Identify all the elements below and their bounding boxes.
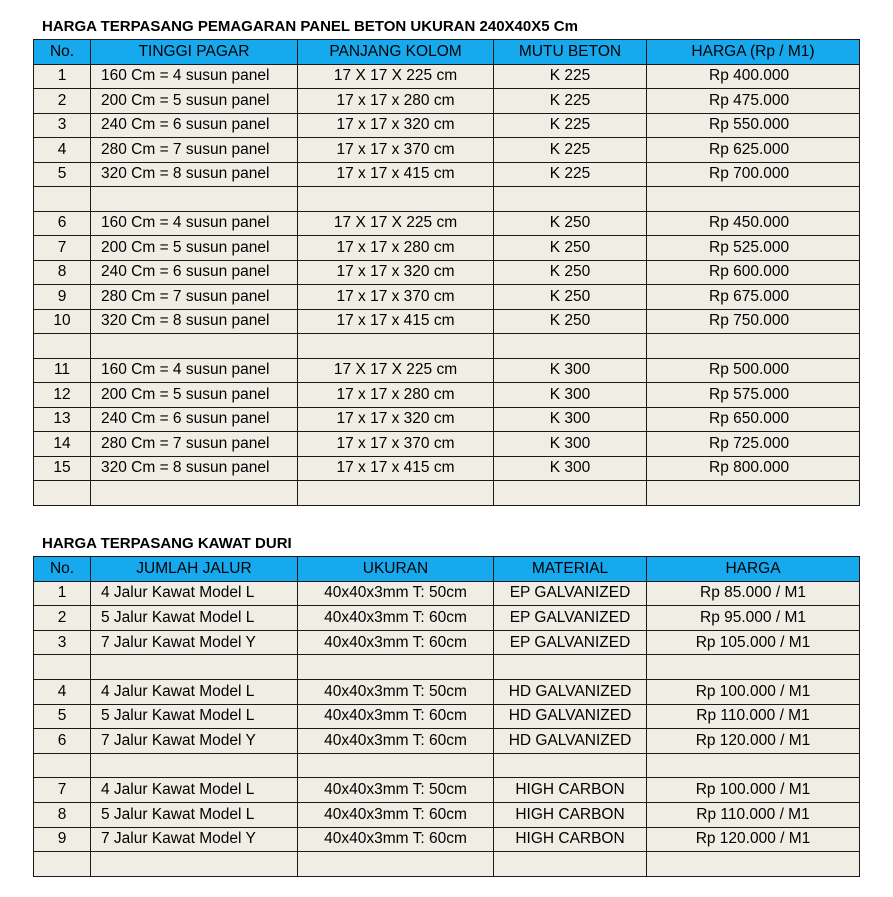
cell-panjang-kolom: 17 x 17 x 280 cm xyxy=(298,236,494,261)
cell-no: 5 xyxy=(34,704,91,729)
kawat-price-table xyxy=(33,556,860,877)
cell-ukuran: 40x40x3mm T: 60cm xyxy=(298,802,494,827)
cell-harga: Rp 600.000 xyxy=(647,260,860,285)
col-header-tinggi-pagar: TINGGI PAGAR xyxy=(91,40,298,65)
table-row xyxy=(34,802,860,827)
cell-tinggi-pagar: 320 Cm = 8 susun panel xyxy=(91,456,298,481)
cell-harga: Rp 625.000 xyxy=(647,138,860,163)
table-row xyxy=(34,827,860,852)
col-header-ukuran: UKURAN xyxy=(298,557,494,582)
cell-jumlah-jalur: 7 Jalur Kawat Model Y xyxy=(91,630,298,655)
cell-jumlah-jalur xyxy=(91,753,298,778)
cell-material xyxy=(494,852,647,877)
cell-material: EP GALVANIZED xyxy=(494,630,647,655)
cell-jumlah-jalur: 5 Jalur Kawat Model L xyxy=(91,704,298,729)
cell-harga: Rp 675.000 xyxy=(647,285,860,310)
cell-jumlah-jalur: 5 Jalur Kawat Model L xyxy=(91,606,298,631)
table-row xyxy=(34,753,860,778)
cell-panjang-kolom: 17 x 17 x 370 cm xyxy=(298,432,494,457)
cell-mutu-beton xyxy=(494,187,647,212)
cell-tinggi-pagar: 280 Cm = 7 susun panel xyxy=(91,432,298,457)
cell-harga xyxy=(647,334,860,359)
col-header-material: MATERIAL xyxy=(494,557,647,582)
cell-tinggi-pagar: 280 Cm = 7 susun panel xyxy=(91,138,298,163)
cell-material: HD GALVANIZED xyxy=(494,704,647,729)
cell-no: 8 xyxy=(34,802,91,827)
cell-panjang-kolom: 17 x 17 x 320 cm xyxy=(298,113,494,138)
cell-mutu-beton: K 250 xyxy=(494,211,647,236)
cell-jumlah-jalur: 7 Jalur Kawat Model Y xyxy=(91,827,298,852)
cell-no xyxy=(34,334,91,359)
cell-harga: Rp 85.000 / M1 xyxy=(647,581,860,606)
cell-jumlah-jalur xyxy=(91,655,298,680)
cell-ukuran: 40x40x3mm T: 50cm xyxy=(298,679,494,704)
cell-material: EP GALVANIZED xyxy=(494,606,647,631)
table-row xyxy=(34,481,860,506)
table-row xyxy=(34,581,860,606)
cell-harga: Rp 800.000 xyxy=(647,456,860,481)
table-row xyxy=(34,655,860,680)
cell-no: 14 xyxy=(34,432,91,457)
cell-panjang-kolom: 17 x 17 x 370 cm xyxy=(298,138,494,163)
cell-no: 6 xyxy=(34,211,91,236)
cell-no: 2 xyxy=(34,89,91,114)
cell-panjang-kolom xyxy=(298,334,494,359)
table-row xyxy=(34,309,860,334)
cell-tinggi-pagar xyxy=(91,481,298,506)
cell-material: HIGH CARBON xyxy=(494,827,647,852)
cell-ukuran xyxy=(298,655,494,680)
cell-tinggi-pagar: 280 Cm = 7 susun panel xyxy=(91,285,298,310)
cell-no: 2 xyxy=(34,606,91,631)
table-row xyxy=(34,162,860,187)
table-row xyxy=(34,89,860,114)
cell-harga: Rp 725.000 xyxy=(647,432,860,457)
table-row xyxy=(34,383,860,408)
cell-tinggi-pagar xyxy=(91,334,298,359)
cell-mutu-beton: K 250 xyxy=(494,285,647,310)
cell-tinggi-pagar: 320 Cm = 8 susun panel xyxy=(91,162,298,187)
table-row xyxy=(34,113,860,138)
cell-panjang-kolom xyxy=(298,187,494,212)
cell-no: 1 xyxy=(34,581,91,606)
cell-ukuran: 40x40x3mm T: 60cm xyxy=(298,704,494,729)
cell-harga xyxy=(647,187,860,212)
col-header-no: No. xyxy=(34,557,91,582)
cell-no: 4 xyxy=(34,679,91,704)
cell-no: 8 xyxy=(34,260,91,285)
cell-no: 9 xyxy=(34,827,91,852)
cell-harga: Rp 400.000 xyxy=(647,64,860,89)
table-row xyxy=(34,358,860,383)
cell-mutu-beton xyxy=(494,481,647,506)
cell-no: 7 xyxy=(34,236,91,261)
col-header-harga: HARGA (Rp / M1) xyxy=(647,40,860,65)
cell-no xyxy=(34,481,91,506)
cell-tinggi-pagar: 240 Cm = 6 susun panel xyxy=(91,407,298,432)
cell-no: 12 xyxy=(34,383,91,408)
cell-material: HD GALVANIZED xyxy=(494,679,647,704)
table-row xyxy=(34,138,860,163)
table-row xyxy=(34,456,860,481)
table-row xyxy=(34,407,860,432)
cell-jumlah-jalur: 7 Jalur Kawat Model Y xyxy=(91,729,298,754)
cell-material: HD GALVANIZED xyxy=(494,729,647,754)
cell-no: 11 xyxy=(34,358,91,383)
table-row xyxy=(34,606,860,631)
cell-ukuran: 40x40x3mm T: 60cm xyxy=(298,606,494,631)
cell-mutu-beton: K 300 xyxy=(494,432,647,457)
cell-harga: Rp 100.000 / M1 xyxy=(647,679,860,704)
table-row xyxy=(34,432,860,457)
table-row xyxy=(34,778,860,803)
cell-harga: Rp 475.000 xyxy=(647,89,860,114)
cell-material: HIGH CARBON xyxy=(494,778,647,803)
cell-harga xyxy=(647,753,860,778)
cell-mutu-beton: K 225 xyxy=(494,113,647,138)
cell-panjang-kolom: 17 x 17 x 415 cm xyxy=(298,456,494,481)
col-header-mutu-beton: MUTU BETON xyxy=(494,40,647,65)
cell-ukuran: 40x40x3mm T: 60cm xyxy=(298,630,494,655)
cell-mutu-beton: K 225 xyxy=(494,89,647,114)
cell-panjang-kolom: 17 X 17 X 225 cm xyxy=(298,211,494,236)
col-header-no: No. xyxy=(34,40,91,65)
cell-no: 13 xyxy=(34,407,91,432)
cell-no: 1 xyxy=(34,64,91,89)
table-row xyxy=(34,729,860,754)
cell-mutu-beton: K 300 xyxy=(494,383,647,408)
cell-ukuran: 40x40x3mm T: 50cm xyxy=(298,778,494,803)
cell-panjang-kolom: 17 x 17 x 280 cm xyxy=(298,89,494,114)
cell-panjang-kolom xyxy=(298,481,494,506)
cell-material xyxy=(494,655,647,680)
cell-tinggi-pagar: 200 Cm = 5 susun panel xyxy=(91,383,298,408)
cell-tinggi-pagar: 320 Cm = 8 susun panel xyxy=(91,309,298,334)
cell-mutu-beton: K 225 xyxy=(494,138,647,163)
table-header-row xyxy=(34,40,860,65)
table-row xyxy=(34,334,860,359)
cell-panjang-kolom: 17 x 17 x 320 cm xyxy=(298,407,494,432)
cell-harga: Rp 110.000 / M1 xyxy=(647,704,860,729)
cell-ukuran xyxy=(298,753,494,778)
cell-no: 5 xyxy=(34,162,91,187)
table-row xyxy=(34,852,860,877)
cell-no: 7 xyxy=(34,778,91,803)
panel-price-table xyxy=(33,39,860,506)
cell-panjang-kolom: 17 X 17 X 225 cm xyxy=(298,64,494,89)
cell-mutu-beton: K 300 xyxy=(494,358,647,383)
cell-jumlah-jalur: 4 Jalur Kawat Model L xyxy=(91,581,298,606)
cell-panjang-kolom: 17 x 17 x 320 cm xyxy=(298,260,494,285)
cell-tinggi-pagar: 200 Cm = 5 susun panel xyxy=(91,89,298,114)
cell-material: HIGH CARBON xyxy=(494,802,647,827)
cell-no xyxy=(34,753,91,778)
cell-tinggi-pagar: 160 Cm = 4 susun panel xyxy=(91,358,298,383)
cell-no: 6 xyxy=(34,729,91,754)
cell-mutu-beton: K 250 xyxy=(494,236,647,261)
cell-harga: Rp 500.000 xyxy=(647,358,860,383)
cell-harga: Rp 105.000 / M1 xyxy=(647,630,860,655)
cell-harga: Rp 120.000 / M1 xyxy=(647,729,860,754)
cell-tinggi-pagar: 160 Cm = 4 susun panel xyxy=(91,211,298,236)
cell-no: 10 xyxy=(34,309,91,334)
cell-jumlah-jalur xyxy=(91,852,298,877)
cell-panjang-kolom: 17 X 17 X 225 cm xyxy=(298,358,494,383)
cell-no: 9 xyxy=(34,285,91,310)
cell-tinggi-pagar: 200 Cm = 5 susun panel xyxy=(91,236,298,261)
table-row xyxy=(34,236,860,261)
cell-panjang-kolom: 17 x 17 x 280 cm xyxy=(298,383,494,408)
cell-harga: Rp 575.000 xyxy=(647,383,860,408)
cell-jumlah-jalur: 5 Jalur Kawat Model L xyxy=(91,802,298,827)
col-header-jumlah-jalur: JUMLAH JALUR xyxy=(91,557,298,582)
cell-harga: Rp 95.000 / M1 xyxy=(647,606,860,631)
cell-no xyxy=(34,655,91,680)
cell-mutu-beton: K 300 xyxy=(494,407,647,432)
cell-harga: Rp 750.000 xyxy=(647,309,860,334)
cell-no: 3 xyxy=(34,630,91,655)
cell-tinggi-pagar: 240 Cm = 6 susun panel xyxy=(91,113,298,138)
cell-tinggi-pagar xyxy=(91,187,298,212)
cell-tinggi-pagar: 240 Cm = 6 susun panel xyxy=(91,260,298,285)
cell-ukuran xyxy=(298,852,494,877)
cell-panjang-kolom: 17 x 17 x 370 cm xyxy=(298,285,494,310)
col-header-harga: HARGA xyxy=(647,557,860,582)
cell-no xyxy=(34,852,91,877)
cell-harga xyxy=(647,655,860,680)
cell-harga xyxy=(647,481,860,506)
cell-harga: Rp 120.000 / M1 xyxy=(647,827,860,852)
cell-jumlah-jalur: 4 Jalur Kawat Model L xyxy=(91,778,298,803)
cell-mutu-beton: K 300 xyxy=(494,456,647,481)
table-header-row xyxy=(34,557,860,582)
cell-harga: Rp 650.000 xyxy=(647,407,860,432)
cell-mutu-beton: K 225 xyxy=(494,162,647,187)
cell-harga: Rp 700.000 xyxy=(647,162,860,187)
cell-no xyxy=(34,187,91,212)
cell-material: EP GALVANIZED xyxy=(494,581,647,606)
table-row xyxy=(34,679,860,704)
table-row xyxy=(34,187,860,212)
cell-no: 4 xyxy=(34,138,91,163)
table-row xyxy=(34,64,860,89)
table-row xyxy=(34,285,860,310)
cell-ukuran: 40x40x3mm T: 60cm xyxy=(298,729,494,754)
cell-ukuran: 40x40x3mm T: 60cm xyxy=(298,827,494,852)
col-header-panjang-kolom: PANJANG KOLOM xyxy=(298,40,494,65)
table-row xyxy=(34,630,860,655)
cell-harga: Rp 450.000 xyxy=(647,211,860,236)
cell-jumlah-jalur: 4 Jalur Kawat Model L xyxy=(91,679,298,704)
table-row xyxy=(34,260,860,285)
cell-panjang-kolom: 17 x 17 x 415 cm xyxy=(298,309,494,334)
table-row xyxy=(34,211,860,236)
cell-no: 15 xyxy=(34,456,91,481)
cell-mutu-beton: K 250 xyxy=(494,309,647,334)
cell-mutu-beton xyxy=(494,334,647,359)
cell-harga: Rp 110.000 / M1 xyxy=(647,802,860,827)
cell-panjang-kolom: 17 x 17 x 415 cm xyxy=(298,162,494,187)
cell-no: 3 xyxy=(34,113,91,138)
table-row xyxy=(34,704,860,729)
cell-tinggi-pagar: 160 Cm = 4 susun panel xyxy=(91,64,298,89)
cell-mutu-beton: K 225 xyxy=(494,64,647,89)
cell-harga: Rp 550.000 xyxy=(647,113,860,138)
cell-mutu-beton: K 250 xyxy=(494,260,647,285)
cell-harga xyxy=(647,852,860,877)
cell-material xyxy=(494,753,647,778)
cell-harga: Rp 100.000 / M1 xyxy=(647,778,860,803)
cell-ukuran: 40x40x3mm T: 50cm xyxy=(298,581,494,606)
kawat-table-title: HARGA TERPASANG KAWAT DURI xyxy=(42,535,292,552)
cell-harga: Rp 525.000 xyxy=(647,236,860,261)
panel-table-title: HARGA TERPASANG PEMAGARAN PANEL BETON UKURAN 240X40X5 Cm xyxy=(42,18,578,35)
